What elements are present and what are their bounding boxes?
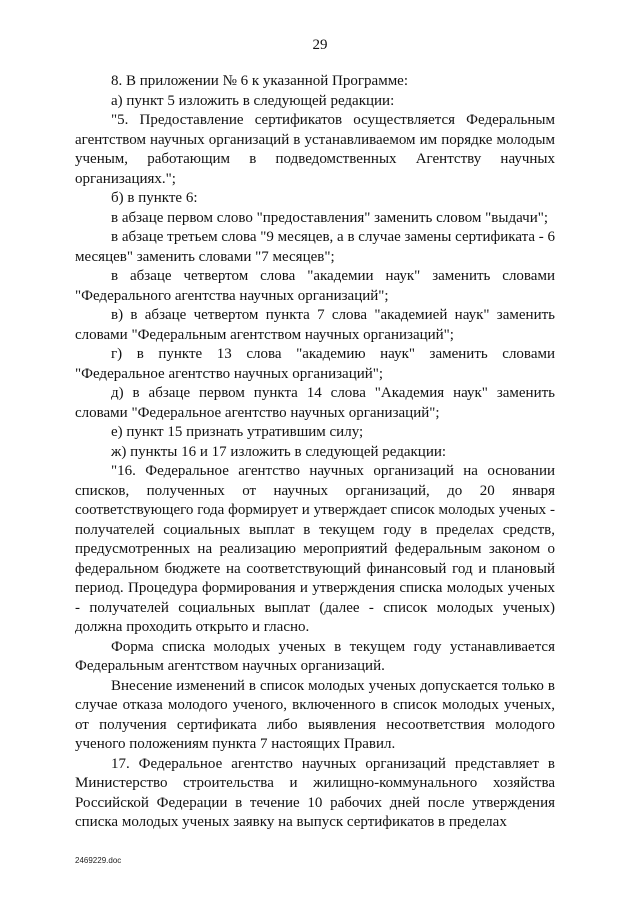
file-name-footer: 2469229.doc xyxy=(75,856,122,865)
paragraph: Внесение изменений в список молодых ученых допускается только в случае отказа молодого ученого, включенного в список молодых ученых, от получения сертификата либо выявления несоответствия молодого ученого положениям пункта 7 настоящих Правил. xyxy=(75,677,555,752)
paragraph: Форма списка молодых ученых в текущем году устанавливается Федеральным агентством научных организаций. xyxy=(75,638,555,674)
page-number: 29 xyxy=(312,37,328,53)
paragraph: г) в пункте 13 слова "академию наук" заменить словами "Федеральное агентство научных организаций"; xyxy=(75,346,555,382)
paragraph: б) в пункте 6: xyxy=(111,190,198,206)
paragraph: д) в абзаце первом пункта 14 слова "Академия наук" заменить словами "Федеральное агентство научных организаций"; xyxy=(75,385,555,421)
paragraph: 8. В приложении № 6 к указанной Программе: xyxy=(111,73,409,89)
paragraph: е) пункт 15 признать утратившим силу; xyxy=(111,424,364,440)
document-body xyxy=(75,72,555,833)
paragraph: "5. Предоставление сертификатов осуществляется Федеральным агентством научных организаций в устанавливаемом им порядке молодым ученым, работающим в подведомственных Агентству научных организациях."; xyxy=(75,112,555,187)
paragraph: в абзаце четвертом слова "академии наук" заменить словами "Федерального агентства научных организаций"; xyxy=(75,268,555,304)
paragraph: в) в абзаце четвертом пункта 7 слова "академией наук" заменить словами "Федеральным агентством научных организаций"; xyxy=(75,307,555,343)
paragraph: а) пункт 5 изложить в следующей редакции: xyxy=(111,92,395,109)
paragraph: "16. Федеральное агентство научных организаций на основании списков, полученных от научных организаций, до 20 января соответствующего года формирует и утверждает список молодых ученых - получателей социальных выплат в текущем году в пределах средств, предусмотренных на реализацию мероприятий федеральным законом о федеральном бюджете на соответствующий финансовый год и плановый период. Процедура формирования и утверждения списка молодых ученых - получателей социальных выплат (далее - список молодых ученых) должна проходить открыто и гласно. xyxy=(75,463,555,635)
paragraph: в абзаце первом слово "предоставления" заменить словом "выдачи"; xyxy=(111,209,549,226)
paragraph: 17. Федеральное агентство научных организаций представляет в Министерство строительства и жилищно-коммунального хозяйства Российской Федерации в течение 10 рабочих дней после утверждения списка молодых ученых заявку на выпуск сертификатов в пределах xyxy=(75,755,555,830)
paragraph: ж) пункты 16 и 17 изложить в следующей редакции: xyxy=(111,443,447,460)
paragraph: в абзаце третьем слова "9 месяцев, а в случае замены сертификата - 6 месяцев" заменить словами "7 месяцев"; xyxy=(75,229,555,265)
